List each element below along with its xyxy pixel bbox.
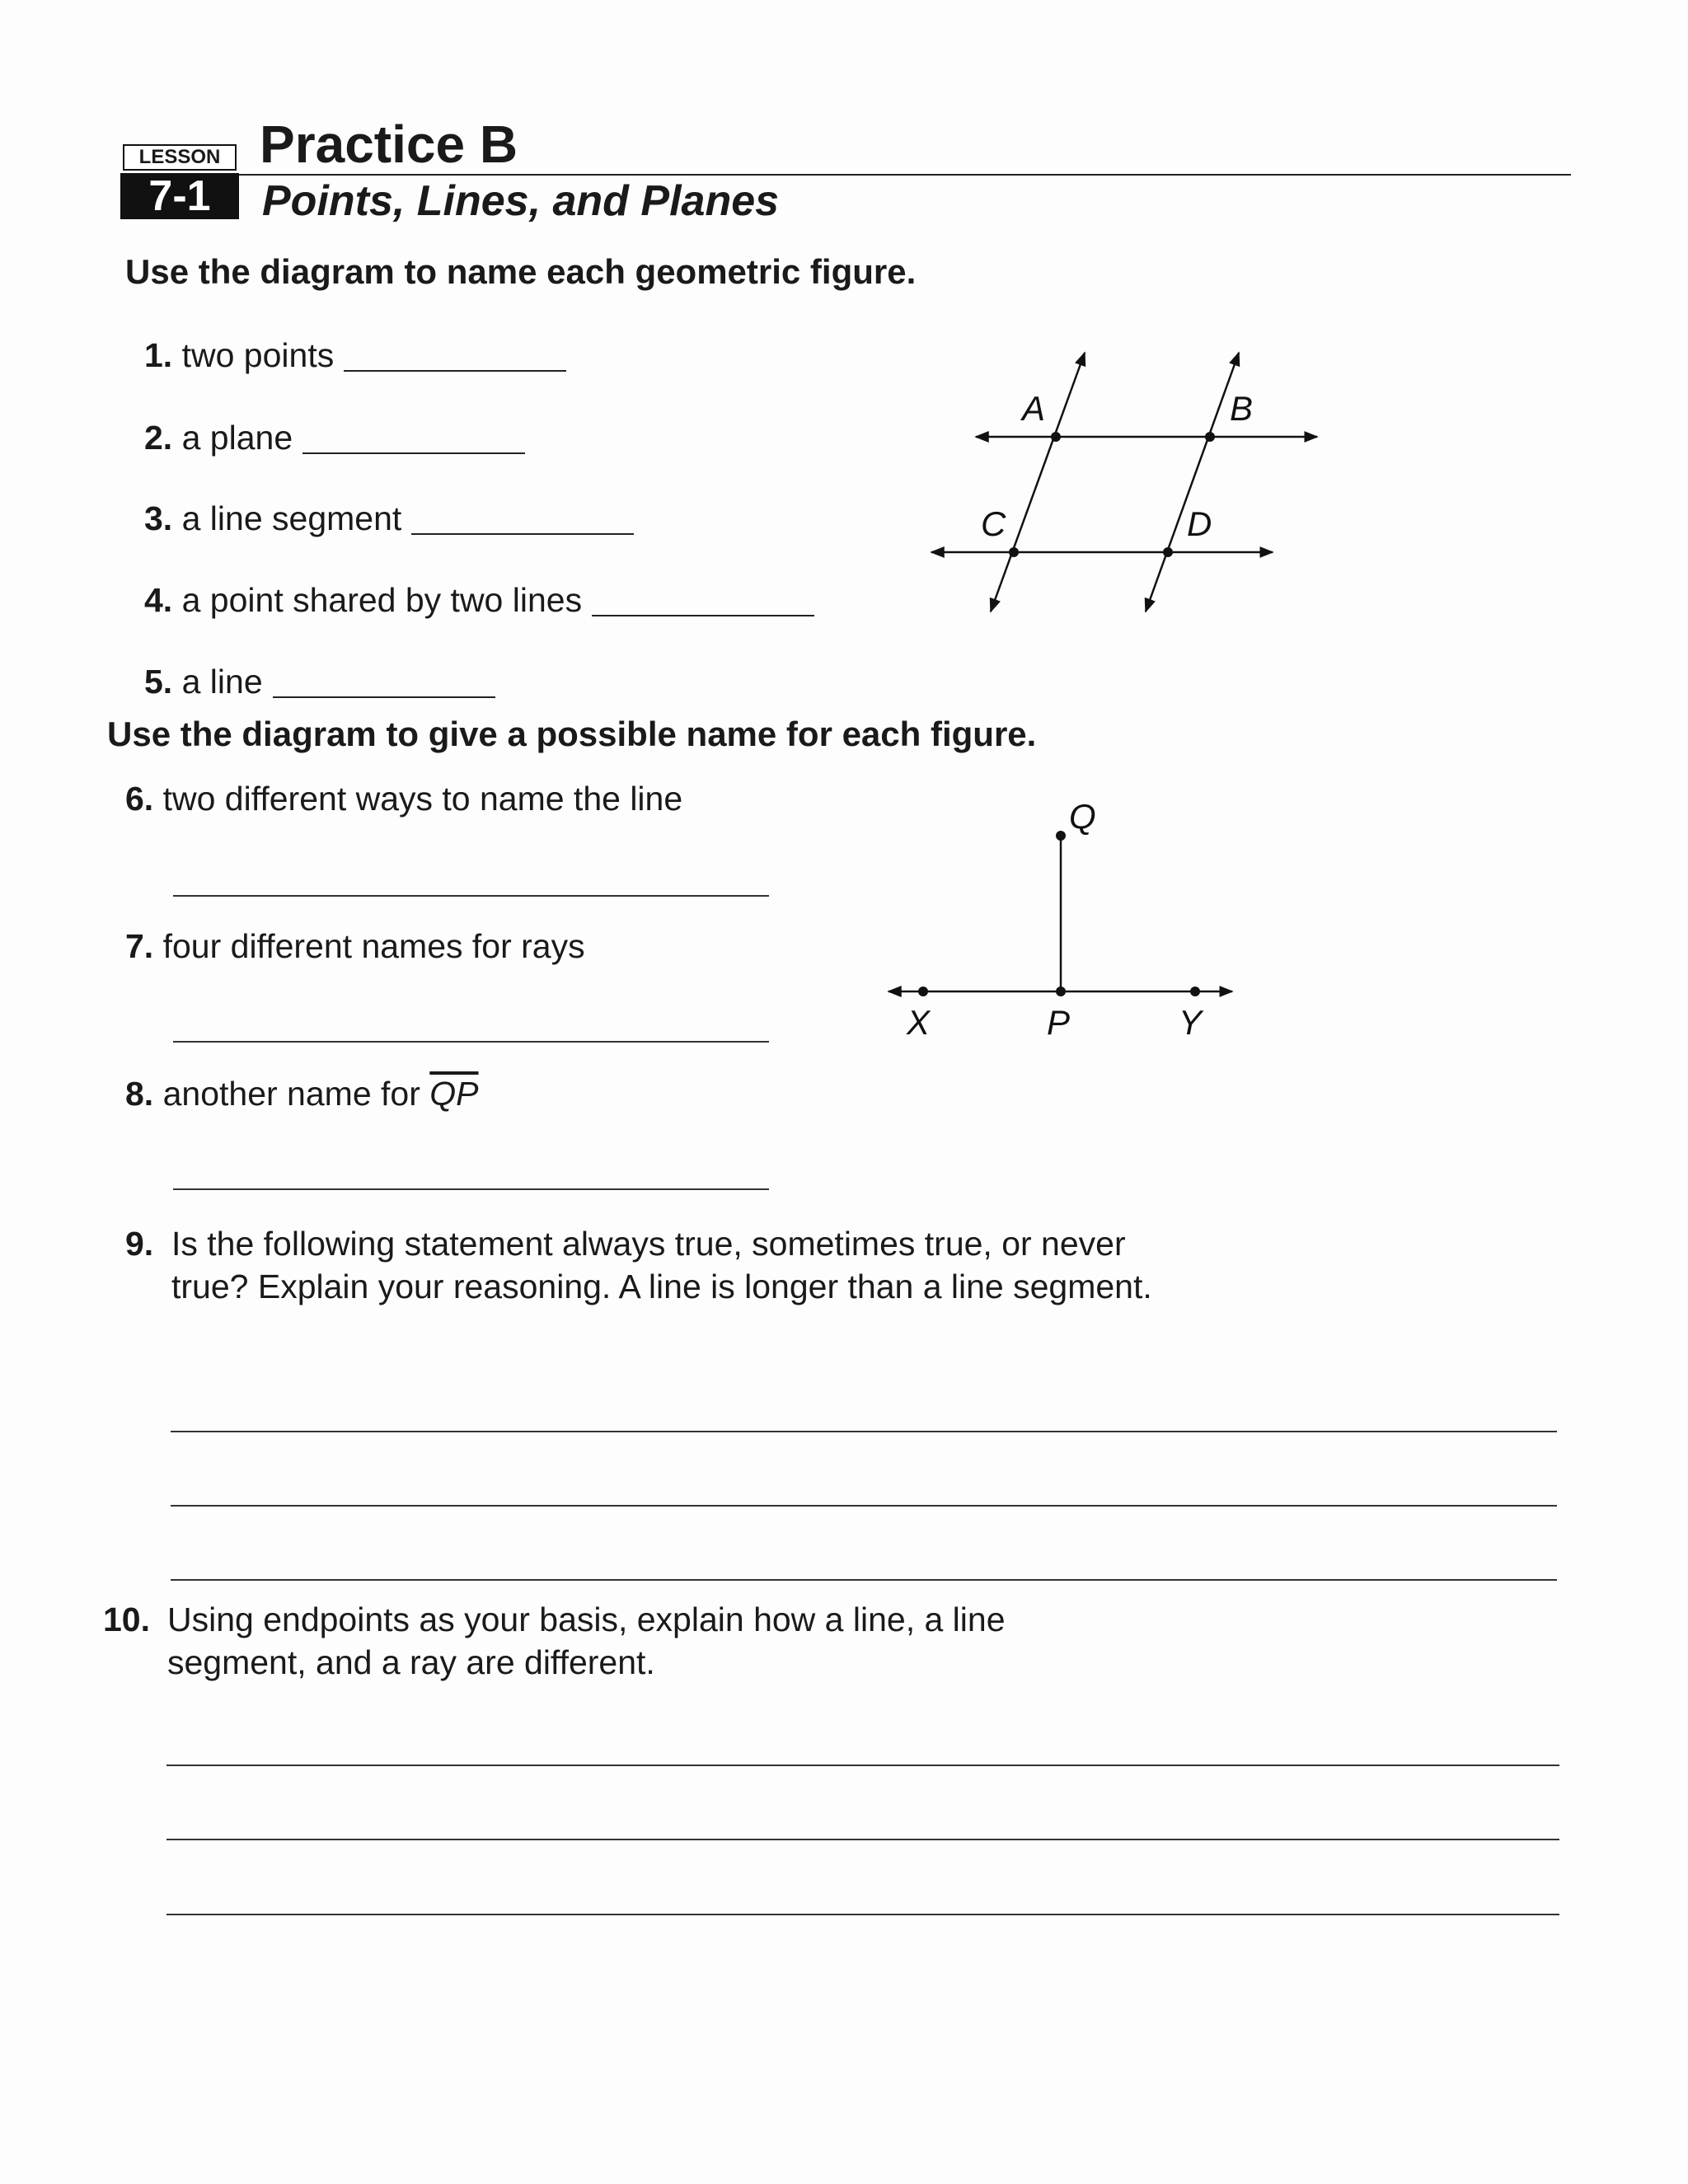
point-b bbox=[1205, 432, 1215, 442]
label-d: D bbox=[1187, 504, 1212, 543]
page-title: Practice B bbox=[260, 115, 518, 174]
lesson-number: 7-1 bbox=[120, 173, 239, 219]
answer-blank[interactable] bbox=[411, 533, 634, 535]
page-subtitle: Points, Lines, and Planes bbox=[262, 177, 780, 225]
label-x: X bbox=[907, 1003, 931, 1042]
answer-blank[interactable] bbox=[592, 615, 814, 616]
question-4 bbox=[144, 579, 814, 621]
question-text: four different names for rays bbox=[162, 927, 585, 965]
question-text: a point shared by two lines bbox=[181, 581, 583, 619]
question-text: two different ways to name the line bbox=[162, 780, 683, 818]
answer-blank[interactable] bbox=[344, 370, 566, 372]
label-q: Q bbox=[1069, 797, 1096, 836]
diagram-line-xpy bbox=[882, 791, 1245, 1047]
answer-line[interactable] bbox=[171, 1579, 1557, 1581]
question-text: a plane bbox=[181, 419, 293, 457]
answer-line[interactable] bbox=[171, 1431, 1557, 1432]
line-bd bbox=[1146, 353, 1239, 612]
point-c bbox=[1009, 547, 1019, 557]
label-c: C bbox=[981, 504, 1006, 543]
section1-instruction: Use the diagram to name each geometric figure. bbox=[125, 252, 917, 291]
question-1 bbox=[144, 334, 566, 377]
lesson-label: LESSON bbox=[123, 144, 237, 171]
question-text: a line bbox=[181, 663, 263, 701]
question-8 bbox=[125, 1072, 479, 1115]
answer-line[interactable] bbox=[173, 1041, 769, 1043]
question-10 bbox=[103, 1598, 1142, 1684]
question-number: 3. bbox=[144, 499, 173, 537]
question-text: another name for bbox=[162, 1075, 420, 1113]
question-3 bbox=[144, 497, 634, 540]
label-p: P bbox=[1047, 1003, 1071, 1042]
answer-line[interactable] bbox=[171, 1505, 1557, 1507]
question-number: 1. bbox=[144, 336, 173, 374]
point-x bbox=[918, 987, 928, 996]
label-b: B bbox=[1230, 389, 1254, 428]
answer-line[interactable] bbox=[166, 1914, 1559, 1915]
question-text: Using endpoints as your basis, explain how a line, a line segment, and a ray are different. bbox=[167, 1601, 1006, 1681]
question-number: 4. bbox=[144, 581, 173, 619]
question-number: 6. bbox=[125, 780, 154, 818]
answer-blank[interactable] bbox=[273, 696, 495, 698]
answer-blank[interactable] bbox=[302, 452, 525, 454]
question-number: 10. bbox=[103, 1601, 150, 1638]
point-a bbox=[1051, 432, 1061, 442]
question-7 bbox=[125, 925, 585, 968]
point-p bbox=[1056, 987, 1066, 996]
point-d bbox=[1163, 547, 1173, 557]
label-y: Y bbox=[1179, 1003, 1203, 1042]
question-6 bbox=[125, 777, 682, 820]
question-number: 8. bbox=[125, 1075, 154, 1113]
point-q bbox=[1056, 831, 1066, 841]
question-text: a line segment bbox=[181, 499, 402, 537]
label-a: A bbox=[1022, 389, 1046, 428]
question-number: 2. bbox=[144, 419, 173, 457]
question-5 bbox=[144, 660, 495, 703]
answer-line[interactable] bbox=[166, 1765, 1559, 1766]
section2-instruction: Use the diagram to give a possible name for each figure. bbox=[107, 715, 1037, 753]
answer-line[interactable] bbox=[166, 1839, 1559, 1840]
answer-line[interactable] bbox=[173, 895, 769, 897]
question-number: 9. bbox=[125, 1225, 154, 1263]
answer-line[interactable] bbox=[173, 1188, 769, 1190]
question-9 bbox=[125, 1222, 1164, 1308]
question-text: two points bbox=[181, 336, 335, 374]
segment-qp: $\overline{QP}$ bbox=[429, 1075, 479, 1113]
question-2 bbox=[144, 416, 525, 459]
question-text: Is the following statement always true, sometimes true, or never true? Explain your reasoning. A line is longer than a line segment. bbox=[171, 1225, 1152, 1305]
point-y bbox=[1190, 987, 1200, 996]
question-number: 7. bbox=[125, 927, 154, 965]
question-number: 5. bbox=[144, 663, 173, 701]
diagram-points-lines bbox=[915, 338, 1327, 626]
